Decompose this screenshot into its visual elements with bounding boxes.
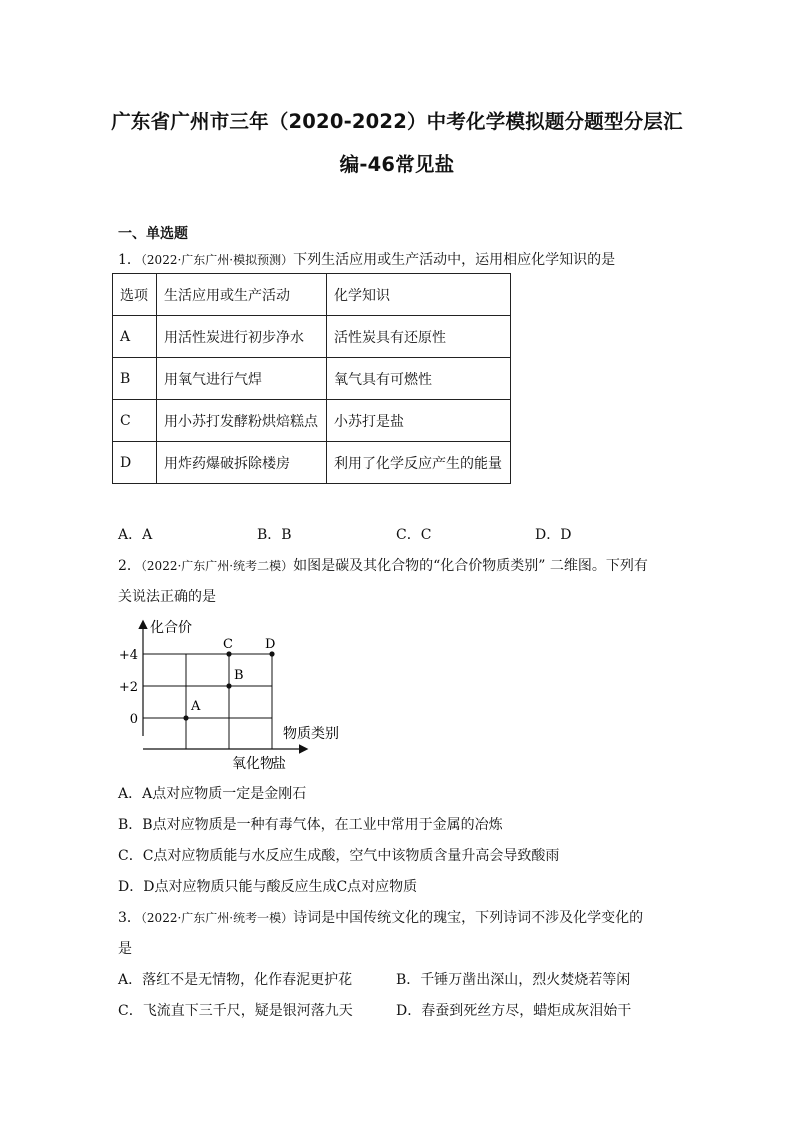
table-cell: D [113, 442, 157, 484]
question-1-table [112, 273, 511, 484]
data-point-b [226, 683, 231, 688]
table-cell: B [113, 358, 157, 400]
q3-option-d: D．春蚕到死丝方尽，蜡炬成灰泪始干 [396, 1003, 632, 1019]
x-category-label: 氧化物 [232, 756, 274, 772]
table-cell: 用活性炭进行初步净水 [157, 316, 327, 358]
section-heading: 一、单选题 [118, 226, 188, 242]
table-header-cell: 化学知识 [327, 274, 511, 316]
data-point-d [269, 651, 274, 656]
data-point-c [226, 651, 231, 656]
data-point-a [183, 715, 188, 720]
valence-category-chart [110, 612, 350, 776]
q1-option-b: B．B [257, 527, 292, 543]
table-cell: 活性炭具有还原性 [327, 316, 511, 358]
question-number: 3． [118, 910, 141, 926]
q2-option-d: D．D点对应物质只能与酸反应生成C点对应物质 [118, 879, 418, 895]
q3-option-a: A．落红不是无情物，化作春泥更护花 [118, 972, 353, 988]
table-cell: 用氧气进行气焊 [157, 358, 327, 400]
question-text: 诗词是中国传统文化的瑰宝，下列诗词不涉及化学变化的 [293, 910, 644, 926]
q3-option-b: B．千锤万凿出深山，烈火焚烧若等闲 [396, 972, 631, 988]
question-text: 下列生活应用或生产活动中，运用相应化学知识的是 [293, 252, 616, 268]
table-cell: 氧气具有可燃性 [327, 358, 511, 400]
question-source: （2022·广东广州·统考一模） [140, 911, 294, 925]
q1-option-d: D．D [535, 527, 572, 543]
question-3-stem-line2: 是 [118, 941, 132, 957]
table-cell: 用小苏打发酵粉烘焙糕点 [157, 400, 327, 442]
q1-option-c: C．C [396, 527, 432, 543]
question-source: （2022·广东广州·模拟预测） [140, 253, 294, 267]
table-cell: A [113, 316, 157, 358]
data-point-label: C [223, 637, 233, 652]
document-title-line2: 编-46常见盐 [339, 153, 455, 176]
question-3-stem-line1 [118, 907, 643, 927]
table-cell: 用炸药爆破拆除楼房 [157, 442, 327, 484]
table-row [113, 358, 511, 400]
data-point-label: B [234, 668, 244, 683]
table-cell: C [113, 400, 157, 442]
y-tick-label: +4 [118, 648, 138, 663]
table-row [113, 400, 511, 442]
data-point-label: A [191, 699, 201, 714]
table-cell: 小苏打是盐 [327, 400, 511, 442]
question-number: 2． [118, 558, 141, 574]
table-cell: 利用了化学反应产生的能量 [327, 442, 511, 484]
table-row [113, 316, 511, 358]
question-source: （2022·广东广州·统考二模） [140, 559, 294, 573]
question-2-stem-line1 [118, 555, 648, 575]
x-axis-label: 物质类别 [283, 726, 339, 742]
table-header-cell: 生活应用或生产活动 [157, 274, 327, 316]
y-tick-label: +2 [118, 680, 138, 695]
q2-option-a: A．A点对应物质一定是金刚石 [118, 786, 307, 802]
table-header-cell: 选项 [113, 274, 157, 316]
question-text: 如图是碳及其化合物的“化合价物质类别” 二维图。下列有 [293, 558, 648, 574]
question-number: 1． [118, 252, 141, 268]
y-axis-label: 化合价 [150, 620, 192, 636]
question-1-stem [118, 249, 615, 269]
question-2-stem-line2: 关说法正确的是 [118, 589, 216, 605]
table-header-row [113, 274, 511, 316]
q1-option-a: A．A [118, 527, 153, 543]
q2-option-c: C．C点对应物质能与水反应生成酸，空气中该物质含量升高会导致酸雨 [118, 848, 560, 864]
document-title-line1: 广东省广州市三年（2020-2022）中考化学模拟题分题型分层汇 [111, 110, 683, 133]
q2-option-b: B．B点对应物质是一种有毒气体，在工业中常用于金属的冶炼 [118, 817, 503, 833]
x-category-label: 盐 [272, 756, 286, 772]
table-row [113, 442, 511, 484]
y-tick-label: 0 [129, 712, 138, 727]
q3-option-c: C．飞流直下三千尺，疑是银河落九天 [118, 1003, 353, 1019]
data-point-label: D [265, 637, 276, 652]
